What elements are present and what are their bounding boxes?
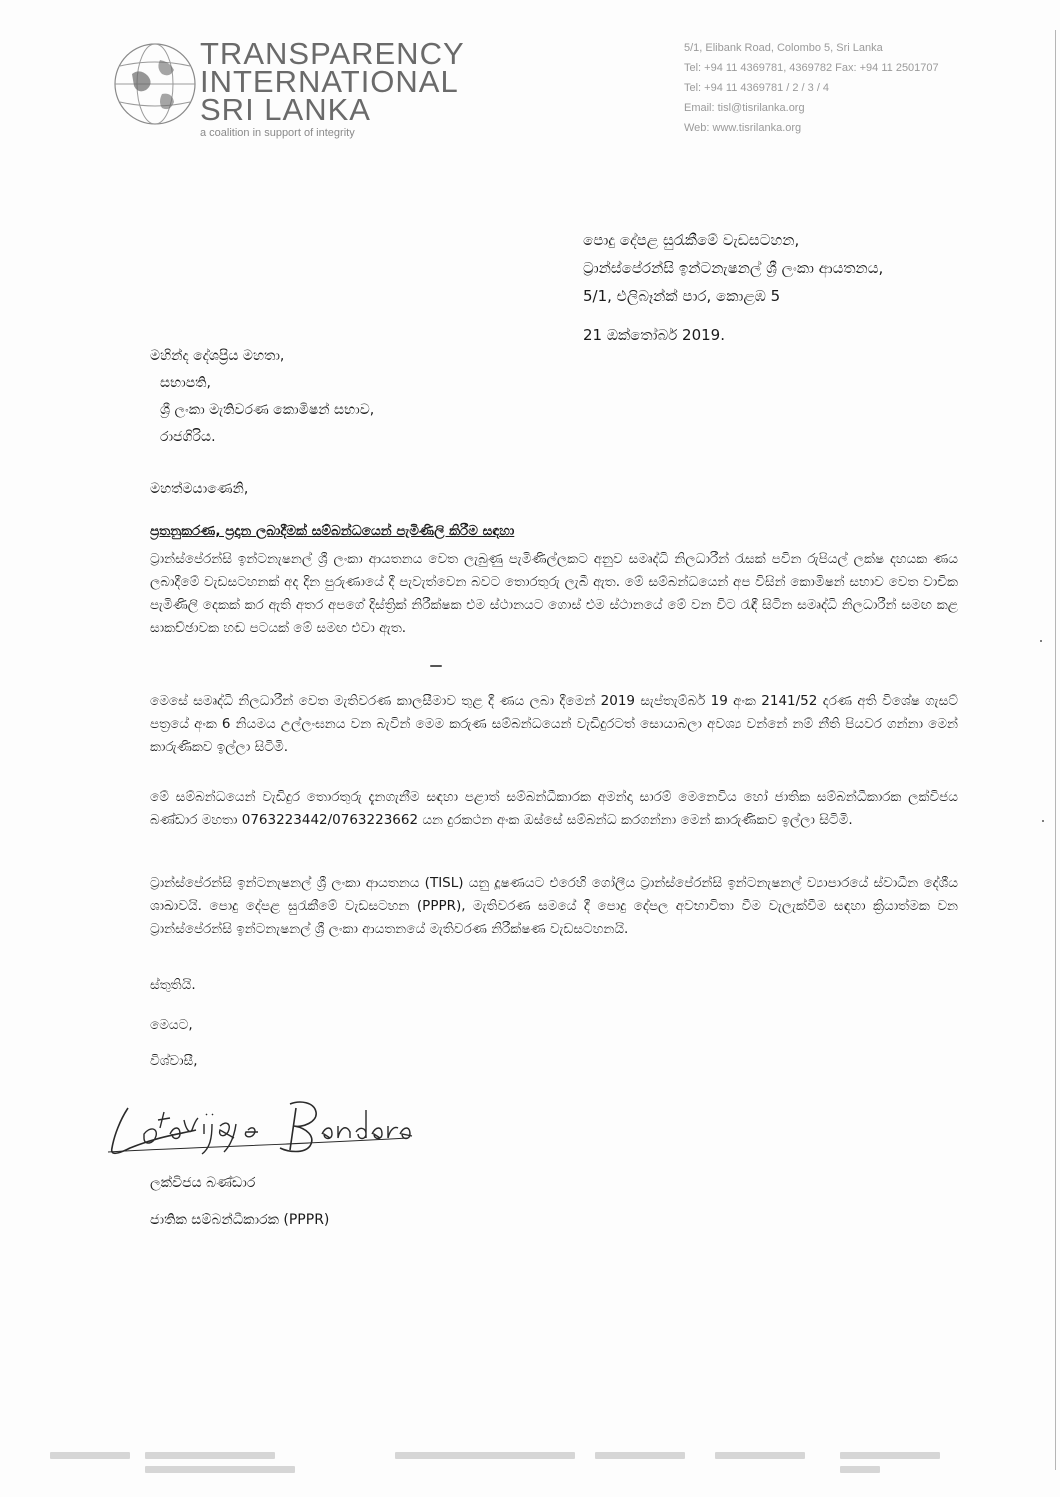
organization-name (200, 36, 470, 127)
recipient-line: රාජගිරිය. (160, 429, 216, 445)
globe-logo-icon (110, 38, 200, 130)
contact-line: Tel: +94 11 4369781, 4369782 Fax: +94 11 2501707 (684, 62, 939, 74)
organization-tagline: a coalition in support of integrity (200, 127, 355, 139)
sender-line: ට්‍රාන්ස්පේරන්සි ඉන්ටනැෂනල් ශ්‍රී ලංකා ආයතනය, (583, 259, 884, 277)
contact-line: 5/1, Elibank Road, Colombo 5, Sri Lanka (684, 42, 883, 54)
body-paragraph-4: ට්‍රාන්ස්පේරන්සි ඉන්ටනැෂනල් ශ්‍රී ලංකා ආයතනය (TISL) යනු දූෂණයට එරෙහි ගෝලීය ට්‍රාන්ස්පේරන්සි ඉන්ටනැෂනල් ව්‍යාපාරයේ ස්වාධීන දේශීය ශාඛාවයි. පොදු දේපළ සුරැකීමේ වැඩසටහන (PPPR), මැතිවරණ සමයේ දී පොදු දේපල අවභාවිතා වීම වැලැක්වීම සඳහා ක්‍රියාත්මක වන ට්‍රාන්ස්පේරන්සි ඉන්ටනැෂනල් ශ්‍රී ලංකා ආයතනයේ මැතිවරණ නිරීක්ෂණ වැඩසටහනයි. (150, 875, 958, 937)
sender-address (583, 226, 883, 310)
contact-line: Web: www.tisrilanka.org (684, 122, 802, 134)
faded-footer (50, 1448, 950, 1474)
contact-block (684, 38, 1014, 138)
recipient-address (150, 343, 374, 451)
org-name-line-2: INTERNATIONAL (200, 64, 459, 99)
sender-line: පොදු දේපළ සුරැකීමේ වැඩසටහන, (583, 231, 800, 249)
letter-date: 21 ඔක්තෝබර් 2019. (583, 326, 725, 344)
org-name-line-3: SRI LANKA (200, 92, 371, 127)
signer-title: ජාතික සම්බන්ධීකාරක (PPPR) (150, 1212, 330, 1228)
scan-edge-line (1055, 30, 1056, 1470)
org-name-line-1: TRANSPARENCY (200, 36, 465, 71)
closing-faithfully: විශ්වාසී, (150, 1053, 198, 1069)
recipient-line: සභාපති, (160, 375, 211, 391)
contact-line: Tel: +94 11 4369781 / 2 / 3 / 4 (684, 82, 830, 94)
salutation: මහත්මයාණෙනි, (150, 481, 249, 497)
closing-regards: මෙයට, (150, 1017, 193, 1033)
signer-name: ලක්විජය බණ්ඩාර (150, 1175, 256, 1191)
handwritten-signature (100, 1090, 430, 1170)
recipient-line: මහින්ද දේශප්‍රිය මහතා, (150, 348, 285, 364)
body-paragraph-1: ට්‍රාන්ස්පේරන්සි ඉන්ටනැෂනල් ශ්‍රී ලංකා ආයතනය වෙත ලැබුණු පැමිණිල්ලකට අනුව සමෘද්ධි නිලධාරීන් රැසක් පවින රුපියල් ලක්ෂ දහයක ණය ලබාදීමේ වැඩසටහනක් අද දින පුරුණායේ දී පැවැත්වෙන බවට තොරතුරු ලැබී ඇත. මේ සම්බන්ධයෙන් අප විසින් කොමිෂන් සභාව වෙත වාචික පැමිණිලි දෙකක් කර ඇති අතර අපගේ දිස්ත්‍රික් නිරීක්ෂක එම ස්ථානයට ගොස් එම ස්ථානයේ මේ වන විට රැඳී සිටින සමෘද්ධි නිලධාරීන් සමඟ කළ සාකච්ඡාවක හඬ පටයක් මේ සමඟ එවා ඇත. (150, 551, 958, 636)
closing-thanks: ස්තුතියි. (150, 977, 196, 993)
body-paragraph-2: මෙසේ සමෘද්ධි නිලධාරීන් වෙත මැතිවරණ කාලසීමාව තුළ දී ණය ලබා දීමෙන් 2019 සැප්තැම්බර් 19 අංක 2141/52 දරණ අති විශේෂ ගැසට් පත්‍රයේ අංක 6 නියමය උල්ලංඝනය වන බැවින් මෙම කරුණ සම්බන්ධයෙන් වැඩිදුරටත් සොයාබලා අවශ්‍ය වන්නේ නම් නීති පියවර ගන්නා මෙන් කාරුණිකව ඉල්ලා සිටිමි. (150, 693, 958, 755)
subject-line: ප්‍රතනුකරණ, ප්‍රදාන ලබාදීමක් සම්බන්ධයෙන් පැමිණිලි කිරීම සඳහා (150, 523, 515, 539)
contact-line: Email: tisl@tisrilanka.org (684, 102, 805, 114)
sender-line: 5/1, එලිබෑන්ක් පාර, කොළඹ 5 (583, 287, 781, 305)
recipient-line: ශ්‍රී ලංකා මැතිවරණ කොමිෂන් සභාව, (160, 402, 375, 418)
body-paragraph-3: මේ සම්බන්ධයෙන් වැඩිදුර තොරතුරු දැනගැනීම සඳහා පළාත් සම්බන්ධීකාරක අමන්දා සාරම් මෙනෙවිය හෝ ජාතික සම්බන්ධීකාරක ලක්විජය බණ්ඩාර මහතා 0763223442/0763223662 යන දුරකථන අංක ඔස්සේ සම්බන්ධ කරගන්නා මෙන් කාරුණිකව ඉල්ලා සිටිමි. (150, 789, 958, 828)
